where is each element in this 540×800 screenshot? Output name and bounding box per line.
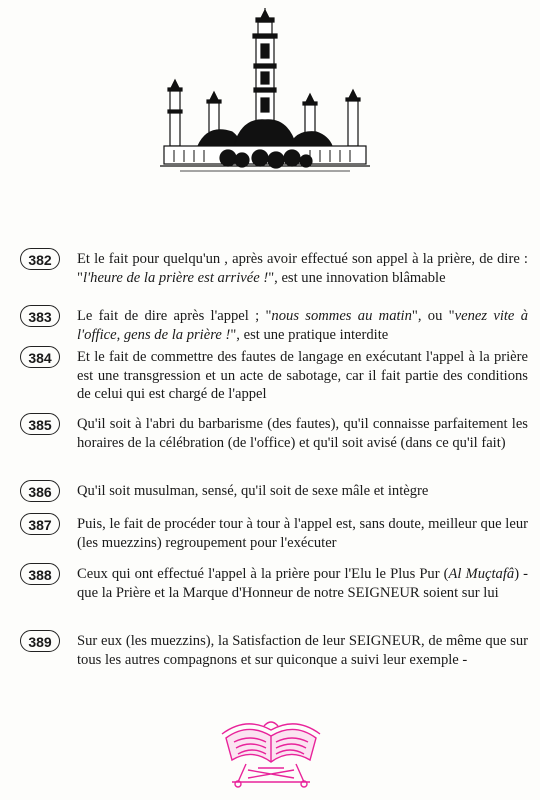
verse-text: Sur eux (les muezzins), la Satisfaction de leur SEIGNEUR, de même que sur tous les autres compagnons et sur quiconque a suivi leur exemple - bbox=[77, 633, 528, 668]
verse-text: Qu'il soit musulman, sensé, qu'il soit de sexe mâle et intègre bbox=[77, 483, 429, 499]
verse-number: 387 bbox=[20, 513, 60, 535]
verse-number: 385 bbox=[20, 413, 60, 435]
verse-number: 388 bbox=[20, 563, 60, 585]
open-quran-icon bbox=[218, 708, 324, 792]
verse-number: 389 bbox=[20, 630, 60, 652]
verse-text: Puis, le fait de procéder tour à tour à l'appel est, sans doute, meilleur que leur (les muezzins) regroupement pour l'exécuter bbox=[77, 516, 528, 551]
verse-number: 383 bbox=[20, 305, 60, 327]
verse-text: Et le fait de commettre des fautes de langage en exécutant l'appel à la prière est une transgression et un acte de sabotage, car il fait partie des conditions de celui qui est chargé de l'appel bbox=[77, 349, 528, 402]
verse-text: Qu'il soit à l'abri du barbarisme (des fautes), qu'il connaisse parfaitement les horaires de la célébration (de l'office) et qu'il soit avisé (dans ce qu'il fait) bbox=[77, 416, 528, 451]
mosque-illustration bbox=[160, 8, 370, 178]
verse-number: 386 bbox=[20, 480, 60, 502]
verse-text: Le fait de dire après l'appel ; "nous sommes au matin", ou "venez vite à l'office, gens de la prière !", est une pratique interdite bbox=[77, 308, 528, 343]
verse-number: 384 bbox=[20, 346, 60, 368]
verse-text: Ceux qui ont effectué l'appel à la prière pour l'Elu le Plus Pur (Al Muçtafâ) - que la Prière et la Marque d'Honneur de notre SEIGNEUR soient sur lui bbox=[77, 566, 528, 601]
verse-number: 382 bbox=[20, 248, 60, 270]
verse-text: Et le fait pour quelqu'un , après avoir effectué son appel à la prière, de dire : "l'heure de la prière est arrivée !", est une innovation blâmable bbox=[77, 251, 528, 286]
